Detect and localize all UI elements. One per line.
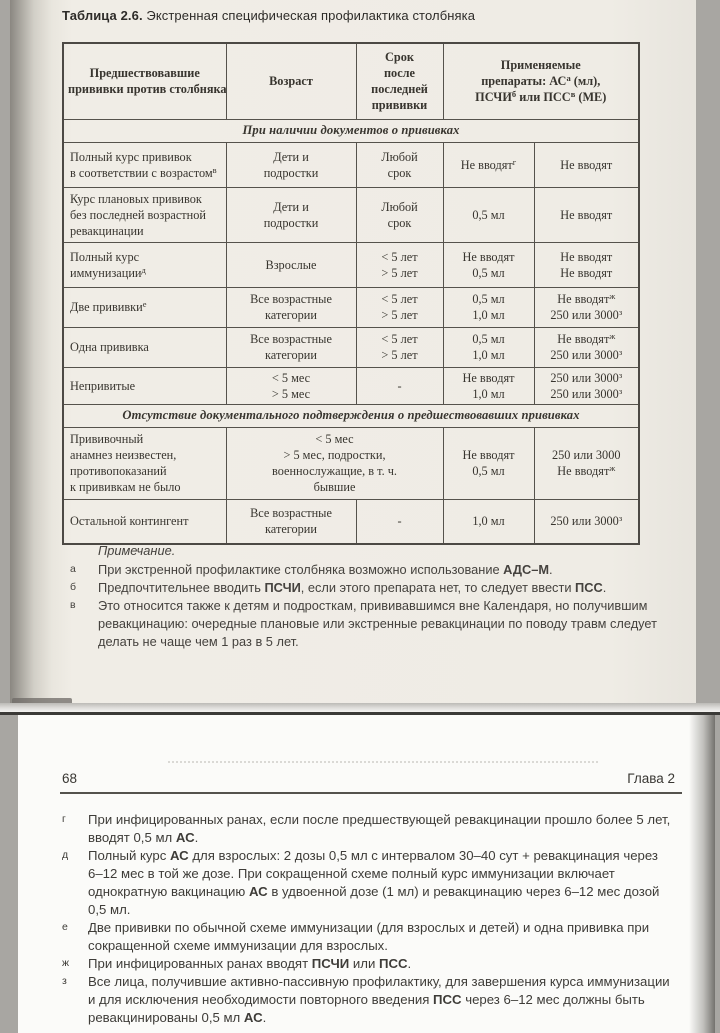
footnote-marker: г <box>62 813 66 825</box>
table-cell <box>63 187 226 242</box>
table-cell <box>534 499 639 544</box>
footnote-text: Предпочтительнее вводить ПСЧИ, если этого препарата нет, то следует ввести ПСС. <box>98 580 607 595</box>
table-cell <box>63 142 226 187</box>
footnote-ref: з <box>618 369 623 380</box>
cell-line: 0,5 мл <box>472 464 505 478</box>
page-number: 68 <box>62 771 78 786</box>
footnotes-page1 <box>60 542 660 651</box>
table-cell <box>443 43 639 119</box>
table-cell <box>356 327 443 367</box>
footnote-ref: б <box>511 89 517 100</box>
cell-line: Не вводят <box>462 249 515 264</box>
bold-term: ПСЧИ <box>311 956 350 971</box>
cell-line: 250 или $3000^з$ <box>550 513 623 529</box>
cell-line: < 5 лет <box>381 332 418 346</box>
table-cell <box>356 499 443 544</box>
cell-line: препараты: $АС^а$ (мл), <box>481 73 601 89</box>
table-cell <box>226 43 356 119</box>
footnote-item <box>60 919 672 955</box>
cell-line: 1,0 мл <box>472 348 505 362</box>
cell-line: Любой <box>381 199 418 214</box>
cell-line: Срок <box>385 50 414 65</box>
cell-line: Все возрастные <box>250 506 332 521</box>
table-cell <box>534 142 639 187</box>
table-cell <box>63 327 226 367</box>
cell-line: Две прививки$^е$ <box>70 299 147 314</box>
cell-line: > 5 лет <box>381 308 418 322</box>
cell-line: Полный курс <box>70 249 140 264</box>
table-cell <box>534 427 639 499</box>
cell-line: Не вводят <box>462 448 515 462</box>
table-cell <box>356 43 443 119</box>
table-title-number: Таблица 2.6. <box>62 8 143 23</box>
footnote-ref: з <box>618 347 623 357</box>
cell-line: Применяемые <box>500 58 581 73</box>
bold-term: ПСС <box>433 992 462 1007</box>
cell-line: Непривитые <box>70 378 136 393</box>
cell-line: Дети и <box>273 199 309 214</box>
cell-line: срок <box>387 215 412 230</box>
footnote-marker: в <box>70 599 76 611</box>
table-cell <box>356 187 443 242</box>
footnotes-title: Примечание. <box>98 543 176 558</box>
cell-line: Любой <box>381 149 418 164</box>
cell-line: 0,5 мл <box>472 207 505 222</box>
cell-line: > 5 лет <box>381 265 418 280</box>
cell-line: - <box>397 378 402 393</box>
section-cell: При наличии документов о прививках <box>63 119 639 142</box>
cell-line: бывшие <box>313 480 356 494</box>
footnote-text: При инфицированных ранах вводят ПСЧИ или ПСС. <box>88 956 412 971</box>
scan-shadow <box>689 715 715 1033</box>
cell-line: 250 или $3000^з$ <box>550 385 623 401</box>
cell-line: < 5 мес <box>315 432 354 446</box>
cell-line: после <box>383 66 416 81</box>
table-cell <box>534 327 639 367</box>
footnote-item <box>60 955 672 973</box>
footnote-text: Все лица, получившие активно-пассивную профилактику, для завершения курса иммунизации и для исключения необходимости повторного введения ПСС через 6–12 мес должны быть ревакцинированы 0,5 мл АС. <box>88 974 670 1025</box>
table-cell <box>534 287 639 327</box>
cell-line: Дети и <box>273 149 309 164</box>
bold-term: АС <box>175 830 195 845</box>
cell-line: Одна прививка <box>70 340 149 354</box>
table-row <box>63 142 639 187</box>
footnote-item <box>60 973 672 1027</box>
footnote-text: Это относится также к детям и подросткам, прививавшимся вне Календаря, но получившим ревакцинацию: очередные плановые или экстренные ревакцинации по поводу травм следует делать не чаще чем 1 раз в 5 лет. <box>98 598 657 649</box>
footnote-ref: з <box>618 307 623 317</box>
cell-line: Не вводят$^ж$ <box>557 463 616 478</box>
table-row <box>63 427 639 499</box>
cell-line: анамнез неизвестен, <box>70 448 177 462</box>
scan-page-2 <box>18 715 715 1033</box>
footnote-text: При инфицированных ранах, если после предшествующей ревакцинации прошло более 5 лет, вводят 0,5 мл АС. <box>88 812 671 845</box>
footnote-marker: з <box>62 975 67 987</box>
cell-line: прививки против столбняка <box>68 82 227 97</box>
table-cell <box>443 287 534 327</box>
cell-line: подростки <box>263 215 319 230</box>
table-row <box>63 287 639 327</box>
cell-line: 1,0 мл <box>472 514 505 529</box>
table-cell <box>226 242 356 287</box>
cell-line: Не вводят$^ж$ <box>557 331 616 346</box>
footnote-item <box>60 847 672 919</box>
cell-line: Не вводят$^г$ <box>460 156 517 172</box>
table-cell <box>63 287 226 327</box>
table-row <box>63 187 639 242</box>
table-cell <box>226 142 356 187</box>
footnote-text: Две прививки по обычной схеме иммунизации (для взрослых и детей) и одна прививка при сокращенной схеме иммунизации для взрослых. <box>88 920 650 953</box>
cell-line: Не вводят <box>560 157 613 172</box>
cell-line: Курс плановых прививок <box>70 191 202 206</box>
cell-line: > 5 мес, подростки, <box>283 448 386 462</box>
section-row <box>63 119 639 142</box>
footnote-ref: ж <box>609 291 616 301</box>
cell-line: Не вводят <box>560 207 613 222</box>
table-cell <box>443 242 534 287</box>
cell-line: категории <box>265 348 317 362</box>
table-cell <box>63 367 226 404</box>
table-title-text: Экстренная специфическая профилактика столбняка <box>142 8 476 23</box>
cell-line: ревакцинации <box>70 223 144 238</box>
footnote-item <box>60 561 660 579</box>
footnote-marker: ж <box>62 957 70 969</box>
footnote-marker: б <box>70 581 77 593</box>
cell-line: подростки <box>263 165 319 180</box>
table-cell <box>443 367 534 404</box>
footnote-marker: а <box>70 563 76 575</box>
cell-line: 250 или $3000^з$ <box>550 307 623 322</box>
table-cell <box>226 187 356 242</box>
cell-line: военнослужащие, в т. ч. <box>271 464 398 478</box>
header-rule <box>60 792 682 794</box>
cell-line: в соответствии с возрастом$^в$ <box>70 164 217 180</box>
bold-term: АДС–М <box>503 562 549 577</box>
footnote-text: При экстренной профилактике столбняка возможно использование АДС–М. <box>98 562 553 577</box>
table-row <box>63 499 639 544</box>
table-row <box>63 242 639 287</box>
footnote-ref: з <box>618 513 623 524</box>
table-cell <box>63 43 226 119</box>
footnote-marker: е <box>62 921 68 933</box>
cell-line: Не вводят <box>560 265 613 280</box>
tetanus-prophylaxis-table <box>62 42 640 545</box>
cell-line: < 5 лет <box>381 292 418 306</box>
table-cell <box>63 242 226 287</box>
cell-line: 1,0 мл <box>472 386 505 401</box>
cell-line: Прививочный <box>70 432 144 446</box>
footnotes-page2 <box>60 811 672 1027</box>
bold-term: АС <box>169 848 189 863</box>
cell-line: Возраст <box>269 74 313 89</box>
cell-line: < 5 лет <box>381 249 418 264</box>
page-separator-band <box>0 703 720 712</box>
cell-line: противопоказаний <box>70 464 167 478</box>
table-cell <box>443 142 534 187</box>
footnote-ref: в <box>570 89 576 100</box>
table-cell <box>226 499 356 544</box>
cell-line: Полный курс прививок <box>70 149 192 164</box>
table-cell <box>443 499 534 544</box>
cell-line: 1,0 мл <box>472 308 505 322</box>
cell-line: категории <box>265 522 317 537</box>
cell-line: Предшествовавшие <box>89 66 200 81</box>
cell-line: прививки <box>371 98 428 113</box>
footnote-text: Полный курс АС для взрослых: 2 дозы 0,5 мл с интервалом 30–40 сут + ревакцинация через 6–12 мес в той же дозе. При сокращенной схеме полный курс иммунизации включает однократную вакцинацию АС в удвоенной дозе (1 мл) и ревакцинацию через 6–12 мес дозой 0,5 мл. <box>88 848 660 917</box>
footnote-ref: ж <box>609 463 616 473</box>
cell-line: 250 или 3000 <box>552 448 621 462</box>
cell-line: Все возрастные <box>250 332 332 346</box>
cell-line: $ПСЧИ^б$ или $ПСС^в$ (МЕ) <box>475 89 607 105</box>
cell-line: > 5 мес <box>271 386 311 401</box>
table-cell <box>356 242 443 287</box>
table-row <box>63 367 639 404</box>
cell-line: 0,5 мл <box>472 265 505 280</box>
footnote-item <box>60 597 660 651</box>
cell-line: Все возрастные <box>250 292 332 306</box>
scan-page-1 <box>10 0 696 705</box>
footnote-ref: е <box>142 299 147 309</box>
cell-line: 250 или $3000^з$ <box>550 347 623 362</box>
cell-line: без последней возрастной <box>70 207 206 222</box>
footnote-ref: в <box>212 164 217 175</box>
section-cell: Отсутствие документального подтверждения о предшествовавших прививках <box>63 404 639 427</box>
cell-line: последней <box>371 82 428 97</box>
table-cell <box>534 367 639 404</box>
table-cell <box>534 242 639 287</box>
footnote-item <box>60 811 672 847</box>
table-cell <box>534 187 639 242</box>
cell-line: Остальной контингент <box>70 514 189 529</box>
cell-line: к прививкам не было <box>70 480 181 494</box>
table-cell <box>226 287 356 327</box>
footnote-ref: а <box>566 73 571 84</box>
footnote-ref: д <box>141 264 146 275</box>
table-cell <box>443 427 534 499</box>
table-header-row <box>63 43 639 119</box>
footnote-ref: з <box>618 385 623 396</box>
footnote-marker: д <box>62 849 69 861</box>
bold-term: АС <box>243 1010 263 1025</box>
footnote-ref: г <box>512 156 517 167</box>
cell-line: Взрослые <box>265 257 317 272</box>
cell-line: Не вводят <box>560 249 613 264</box>
bold-term: ПСС <box>378 956 408 971</box>
bold-term: ПСС <box>575 580 603 595</box>
cell-line: 0,5 мл <box>472 292 505 306</box>
chapter-label: Глава 2 <box>627 771 675 786</box>
section-row <box>63 404 639 427</box>
cell-line: < 5 мес <box>271 370 311 385</box>
table-cell <box>356 142 443 187</box>
table-cell <box>63 427 226 499</box>
cell-line: 250 или $3000^з$ <box>550 369 623 385</box>
table-cell <box>443 187 534 242</box>
footnote-ref: ж <box>609 331 616 341</box>
cell-line: > 5 лет <box>381 348 418 362</box>
table-cell <box>226 327 356 367</box>
cell-line: Не вводят$^ж$ <box>557 291 616 306</box>
cell-line: категории <box>265 308 317 322</box>
table-cell <box>226 427 443 499</box>
footnote-item <box>60 579 660 597</box>
table-row <box>63 327 639 367</box>
table-title <box>62 8 475 23</box>
cell-line: 0,5 мл <box>472 332 505 346</box>
cell-line: Не вводят <box>462 370 515 385</box>
cell-line: иммунизации$^д$ <box>70 264 146 280</box>
table-cell <box>63 499 226 544</box>
table-cell <box>443 327 534 367</box>
table-cell <box>356 367 443 404</box>
table-cell <box>226 367 356 404</box>
scan-artifact-dots <box>168 761 598 763</box>
bold-term: ПСЧИ <box>264 580 301 595</box>
table-cell <box>356 287 443 327</box>
bold-term: АС <box>248 884 268 899</box>
cell-line: срок <box>387 165 412 180</box>
cell-line: - <box>397 514 402 529</box>
